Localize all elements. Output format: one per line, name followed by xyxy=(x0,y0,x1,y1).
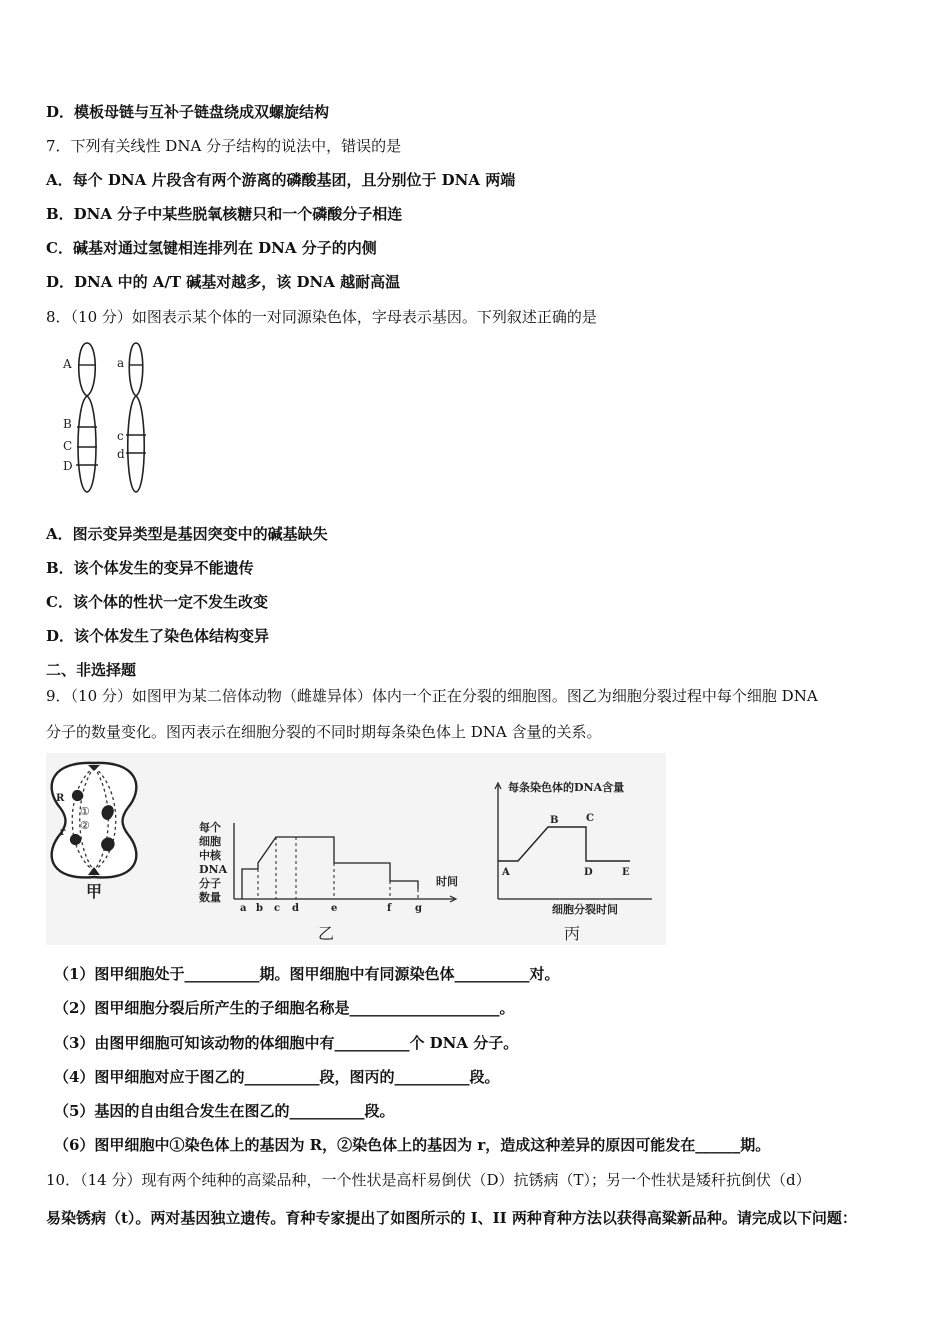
q9-figures xyxy=(46,753,666,945)
bing-ylabel: 每条染色体的DNA含量 xyxy=(508,781,625,794)
gene-label-a: a xyxy=(117,356,125,370)
q8-stem: 8．（10 分）如图表示某个体的一对同源染色体，字母表示基因。下列叙述正确的是 xyxy=(46,308,597,326)
bing-point-C: C xyxy=(586,813,594,824)
q8-option-d: D．该个体发生了染色体结构变异 xyxy=(46,627,270,645)
yi-tick-f: f xyxy=(387,903,392,914)
yi-ylabel-2: 中核 xyxy=(199,849,221,862)
yi-ylabel-1: 细胞 xyxy=(199,835,221,848)
caption-jia: 甲 xyxy=(86,882,103,901)
gene-label-d: d xyxy=(117,447,125,461)
q8-option-b: B．该个体发生的变异不能遗传 xyxy=(46,559,254,577)
jia-label-R: R xyxy=(56,793,65,804)
yi-tick-d: d xyxy=(292,903,299,914)
bing-xlabel: 细胞分裂时间 xyxy=(552,903,618,916)
yi-ylabel-4: 分子 xyxy=(199,877,221,890)
q10-stem-line2: 易染锈病（t）。两对基因独立遗传。育种专家提出了如图所示的 I、II 两种育种方法以获得高粱新品种。请完成以下问题： xyxy=(46,1209,857,1227)
gene-label-A: A xyxy=(63,357,72,371)
yi-tick-a: a xyxy=(240,903,247,914)
q7-option-c: C．碱基对通过氢键相连排列在 DNA 分子的内侧 xyxy=(46,239,377,257)
yi-ylabel-0: 每个 xyxy=(199,821,221,834)
gene-label-B: B xyxy=(63,417,72,431)
yi-ylabel-3: DNA xyxy=(199,863,228,876)
bing-point-B: B xyxy=(550,815,559,826)
q8-option-a: A．图示变异类型是基因突变中的碱基缺失 xyxy=(46,525,328,543)
yi-tick-c: c xyxy=(274,903,281,914)
q10-stem-line1: 10．（14 分）现有两个纯种的高粱品种，一个性状是高杆易倒伏（D）抗锈病（T）；另一个性状是矮秆抗倒伏（d） xyxy=(46,1171,811,1189)
gene-label-D: D xyxy=(63,459,73,473)
yi-tick-g: g xyxy=(415,903,422,914)
q9-stem-line2: 分子的数量变化。图丙表示在细胞分裂的不同时期每条染色体上 DNA 含量的关系。 xyxy=(46,723,602,741)
jia-label-2: ② xyxy=(80,819,90,832)
q9-sub3: （3）由图甲细胞可知该动物的体细胞中有__________个 DNA 分子。 xyxy=(54,1034,519,1052)
yi-tick-e: e xyxy=(331,903,338,914)
caption-yi: 乙 xyxy=(318,924,335,943)
q9-sub2: （2）图甲细胞分裂后所产生的子细胞名称是____________________。 xyxy=(54,999,515,1017)
yi-xlabel: 时间 xyxy=(436,875,458,888)
caption-bing: 丙 xyxy=(564,924,581,943)
q6-option-d: D．模板母链与互补子链盘绕成双螺旋结构 xyxy=(46,103,330,121)
jia-label-r: r xyxy=(60,827,66,838)
q9-sub1: （1）图甲细胞处于__________期。图甲细胞中有同源染色体__________对。 xyxy=(54,965,560,983)
q9-stem-line1: 9．（10 分）如图甲为某二倍体动物（雌雄异体）体内一个正在分裂的细胞图。图乙为细胞分裂过程中每个细胞 DNA xyxy=(46,687,818,705)
q9-sub4: （4）图甲细胞对应于图乙的__________段，图丙的__________段。 xyxy=(54,1068,500,1086)
q9-sub5: （5）基因的自由组合发生在图乙的__________段。 xyxy=(54,1102,395,1120)
bing-point-D: D xyxy=(584,867,593,878)
q7-stem: 7．下列有关线性 DNA 分子结构的说法中，错误的是 xyxy=(46,137,402,155)
q7-option-d: D．DNA 中的 A/T 碱基对越多，该 DNA 越耐高温 xyxy=(46,273,401,291)
q8-chromosome-figure xyxy=(55,340,165,500)
yi-ylabel-5: 数量 xyxy=(199,891,221,904)
bing-point-A: A xyxy=(502,867,510,878)
section-title: 二、非选择题 xyxy=(46,661,137,679)
bing-point-E: E xyxy=(622,867,630,878)
gene-label-c: c xyxy=(117,429,124,443)
gene-label-C: C xyxy=(63,439,73,453)
yi-tick-b: b xyxy=(256,903,263,914)
q7-option-a: A．每个 DNA 片段含有两个游离的磷酸基团，且分别位于 DNA 两端 xyxy=(46,171,516,189)
jia-label-1: ① xyxy=(80,805,90,818)
q9-sub6: （6）图甲细胞中①染色体上的基因为 R，②染色体上的基因为 r，造成这种差异的原因可能发在______期。 xyxy=(54,1136,771,1154)
q7-option-b: B．DNA 分子中某些脱氧核糖只和一个磷酸分子相连 xyxy=(46,205,403,223)
q8-option-c: C．该个体的性状一定不发生改变 xyxy=(46,593,268,611)
